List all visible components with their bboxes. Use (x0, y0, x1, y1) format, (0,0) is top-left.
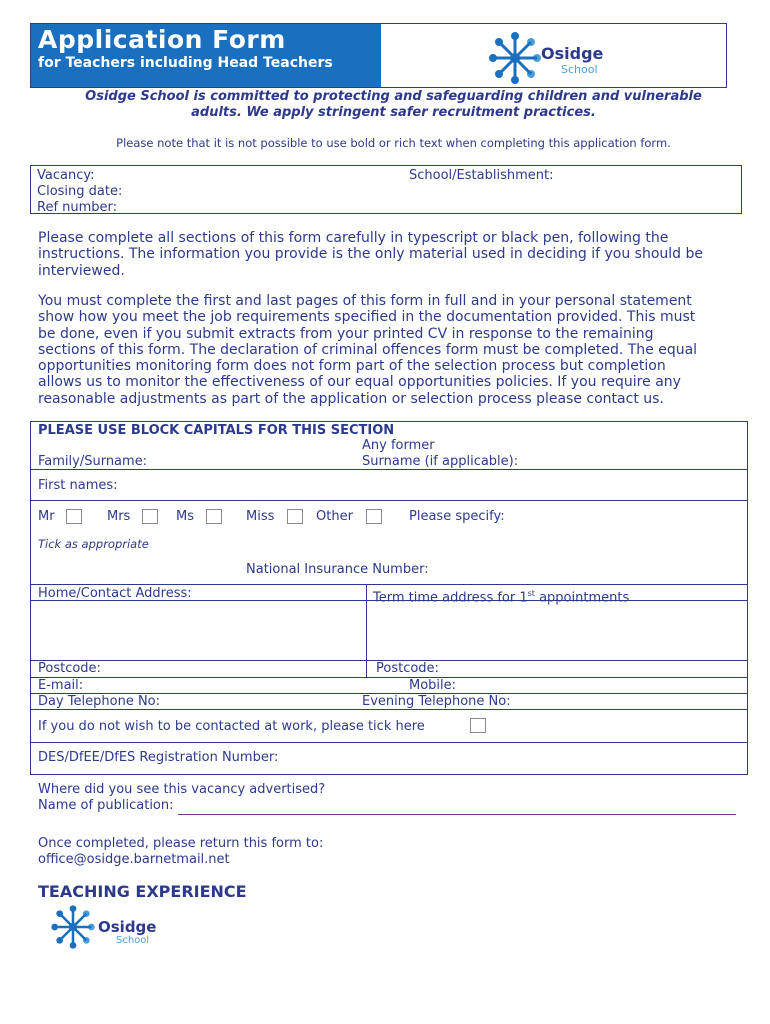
vacancy-label: Vacancy: (37, 168, 95, 183)
instr-line: show how you meet the job requirements specified in the documentation provided. This must (38, 309, 696, 326)
instr-line: You must complete the first and last pages of this form in full and in your personal statement (38, 293, 692, 309)
former-surname-label-2: Surname (if applicable): (362, 454, 519, 469)
please-specify-label: Please specify: (409, 509, 505, 524)
logo-name: Osidge (541, 44, 604, 63)
vacancy-box (30, 165, 742, 214)
title-other-label: Other (316, 509, 353, 524)
instr-line: sections of this form. The declaration of criminal offences form must be completed. The equal (38, 341, 698, 358)
title-miss-checkbox[interactable] (287, 509, 303, 524)
return-label: Once completed, please return this form to: (38, 836, 324, 851)
tick-note: Tick as appropriate (38, 537, 149, 551)
block-capitals-heading: PLEASE USE BLOCK CAPITALS FOR THIS SECTION (38, 423, 395, 438)
instructions-para-2 (38, 293, 758, 407)
closing-date-label: Closing date: (37, 184, 123, 199)
logo-people-icon (485, 32, 545, 84)
instr-line: allows us to monitor the effectiveness of our equal opportunities policies. If you require any (38, 374, 681, 391)
advert-question: Where did you see this vacancy advertised? (38, 782, 326, 797)
no-contact-checkbox[interactable] (470, 718, 486, 733)
instr-line: reasonable adjustments as part of the application or selection process please contact us. (38, 390, 664, 407)
eve-tel-label: Evening Telephone No: (362, 694, 511, 709)
registration-label: DES/DfEE/DfES Registration Number: (38, 750, 279, 765)
school-logo (485, 32, 635, 82)
logo-people-icon (48, 904, 98, 950)
page-title: Application Form (38, 25, 286, 54)
page-subtitle: for Teachers including Head Teachers (38, 55, 333, 71)
home-address-label: Home/Contact Address: (38, 586, 192, 601)
publication-input-line[interactable] (178, 814, 736, 815)
title-ms-label: Ms (176, 509, 194, 524)
header-banner (30, 23, 727, 88)
postcode-left-label: Postcode: (38, 661, 101, 676)
title-miss-label: Miss (246, 509, 275, 524)
instr-line: opportunities monitoring form does not form part of the selection process but completion (38, 358, 666, 375)
teaching-experience-heading: TEACHING EXPERIENCE (38, 882, 247, 901)
instr-line: interviewed. (38, 262, 125, 279)
commitment-line-2: adults. We apply stringent safer recruitment practices. (191, 105, 596, 120)
instructions-para-1 (38, 230, 758, 279)
footer-logo (48, 904, 178, 952)
title-mrs-checkbox[interactable] (142, 509, 158, 524)
no-contact-label: If you do not wish to be contacted at work, please tick here (38, 719, 425, 734)
instr-line: instructions. The information you provide is the only material used in deciding if you should be (38, 246, 704, 263)
title-mr-checkbox[interactable] (66, 509, 82, 524)
rich-text-note: Please note that it is not possible to use bold or rich text when completing this application form. (116, 136, 671, 150)
publication-label: Name of publication: (38, 798, 174, 813)
footer-logo-sub: School (116, 935, 150, 946)
return-email[interactable]: office@osidge.barnetmail.net (38, 852, 230, 867)
title-ms-checkbox[interactable] (206, 509, 222, 524)
commitment-line-1: Osidge School is committed to protecting and safeguarding children and vulnerable (85, 89, 702, 104)
postcode-right-label: Postcode: (376, 661, 439, 676)
former-surname-label-1: Any former (362, 438, 435, 453)
ref-number-label: Ref number: (37, 200, 118, 215)
instr-line: Please complete all sections of this form carefully in typescript or black pen, following the (38, 230, 669, 246)
mobile-label: Mobile: (409, 678, 457, 693)
first-names-label: First names: (38, 478, 118, 493)
instr-line: be done, even if you submit extracts from your printed CV in response to the remaining (38, 325, 654, 342)
day-tel-label: Day Telephone No: (38, 694, 161, 709)
email-label: E-mail: (38, 678, 84, 693)
ni-number-label: National Insurance Number: (246, 562, 429, 577)
title-mrs-label: Mrs (107, 509, 131, 524)
school-label: School/Establishment: (409, 168, 554, 183)
footer-logo-name: Osidge (98, 918, 157, 936)
term-address-pre: Term time address for 1 (373, 590, 528, 606)
term-address-post: appointments (534, 590, 630, 606)
title-mr-label: Mr (38, 509, 55, 524)
term-address-label (373, 586, 629, 607)
family-surname-label: Family/Surname: (38, 454, 148, 469)
title-other-checkbox[interactable] (366, 509, 382, 524)
logo-sub: School (561, 63, 598, 76)
header-title-block (31, 24, 381, 87)
term-address-sup: st (527, 589, 535, 598)
